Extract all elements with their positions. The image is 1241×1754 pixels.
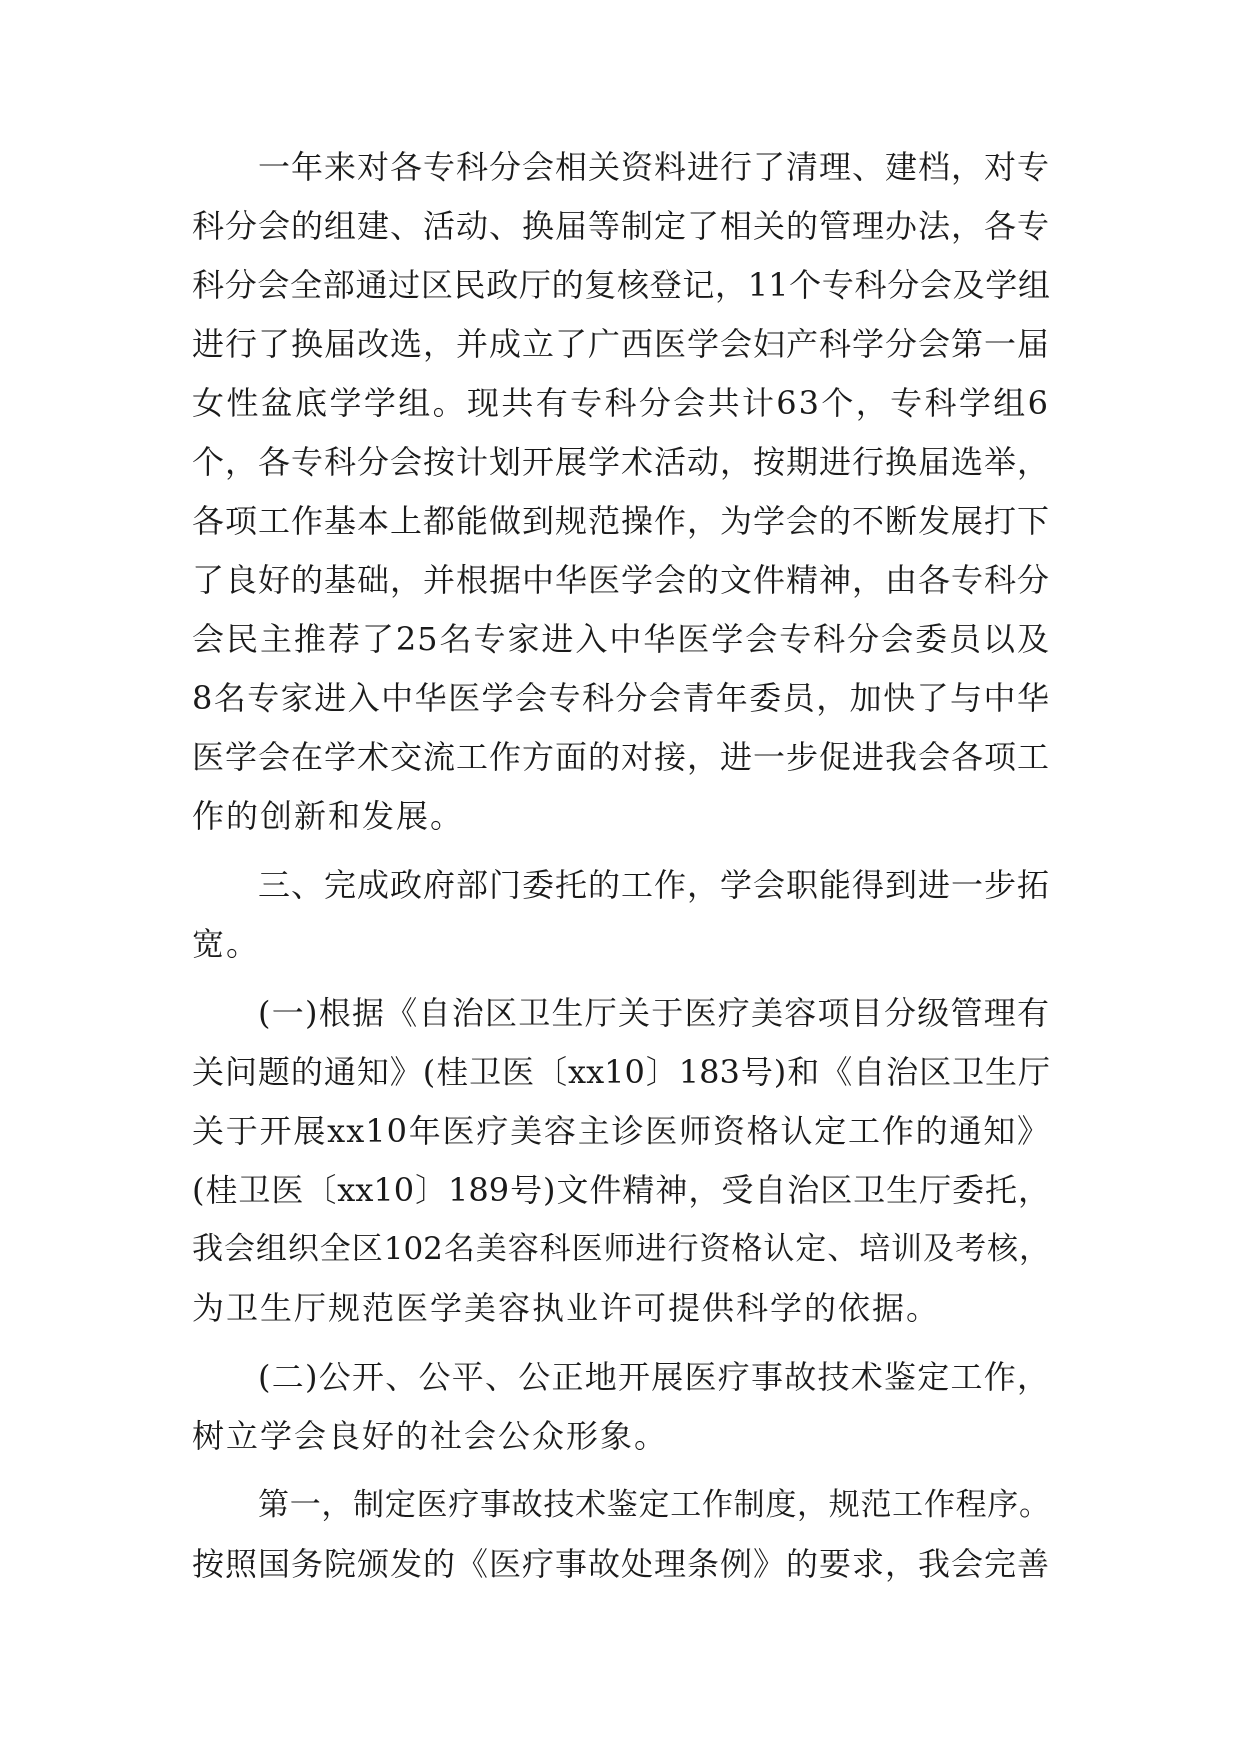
text-line: 一年来对各专科分会相关资料进行了清理、建档，对专 bbox=[258, 148, 1051, 186]
text-line: 树立学会良好的社会公众形象。 bbox=[192, 1417, 669, 1455]
text-line: 了良好的基础，并根据中华医学会的文件精神，由各专科分 bbox=[192, 561, 1051, 599]
text-line: 个，各专科分会按计划开展学术活动，按期进行换届选举， bbox=[192, 443, 1051, 481]
text-line: 第一，制定医疗事故技术鉴定工作制度，规范工作程序。 bbox=[258, 1487, 1050, 1523]
text-line: (二)公开、公平、公正地开展医疗事故技术鉴定工作， bbox=[258, 1358, 1050, 1396]
text-line: 关于开展xx10年医疗美容主诊医师资格认定工作的通知》 bbox=[192, 1112, 1050, 1150]
text-line: 作的创新和发展。 bbox=[192, 797, 465, 835]
text-line: 女性盆底学学组。现共有专科分会共计63个，专科学组6 bbox=[192, 384, 1050, 422]
text-line: 我会组织全区102名美容科医师进行资格认定、培训及考核， bbox=[192, 1231, 1050, 1267]
text-line: 8名专家进入中华医学会专科分会青年委员，加快了与中华 bbox=[192, 679, 1050, 717]
text-line: 三、完成政府部门委托的工作，学会职能得到进一步拓 bbox=[258, 866, 1051, 904]
text-line: 宽。 bbox=[192, 925, 261, 963]
text-line: 关问题的通知》(桂卫医〔xx10〕183号)和《自治区卫生厅 bbox=[192, 1053, 1050, 1091]
text-line: 科分会的组建、活动、换届等制定了相关的管理办法，各专 bbox=[192, 207, 1051, 245]
text-line: 会民主推荐了25名专家进入中华医学会专科分会委员以及 bbox=[192, 620, 1050, 658]
text-line: 按照国务院颁发的《医疗事故处理条例》的要求，我会完善 bbox=[192, 1545, 1051, 1583]
text-line: 科分会全部通过区民政厅的复核登记，11个专科分会及学组 bbox=[192, 266, 1050, 304]
text-line: 各项工作基本上都能做到规范操作，为学会的不断发展打下 bbox=[192, 502, 1051, 540]
text-line: 为卫生厅规范医学美容执业许可提供科学的依据。 bbox=[192, 1289, 941, 1327]
text-line: 医学会在学术交流工作方面的对接，进一步促进我会各项工 bbox=[192, 738, 1051, 776]
text-line: (桂卫医〔xx10〕189号)文件精神，受自治区卫生厅委托， bbox=[192, 1171, 1050, 1209]
text-line: 进行了换届改选，并成立了广西医学会妇产科学分会第一届 bbox=[192, 325, 1051, 363]
text-line: (一)根据《自治区卫生厅关于医疗美容项目分级管理有 bbox=[258, 994, 1050, 1032]
